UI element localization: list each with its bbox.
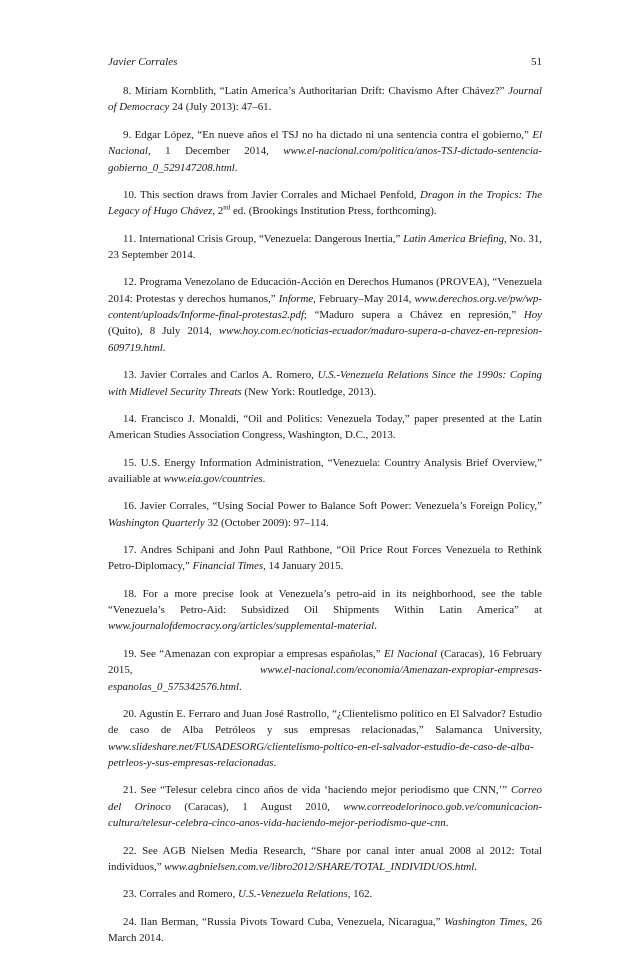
url-text: www.hoy.com.ec/noticias-ecuador/maduro-supera-a-chavez-en-represion-609719.html	[108, 325, 542, 354]
note-text: (Caracas), 16 February 2015,	[108, 647, 542, 677]
italic-title: Financial Times	[192, 560, 264, 573]
note-text: .	[445, 817, 449, 830]
note-text: 10. This section draws from Javier Corrales and Michael Penfold,	[123, 188, 420, 201]
endnote-18	[108, 586, 542, 635]
note-text: 11. International Crisis Group, “Venezuela: Dangerous Inertia,”	[123, 232, 404, 245]
endnote-21	[108, 782, 542, 831]
note-text: 13. Javier Corrales and Carlos A. Romero,	[123, 369, 318, 382]
endnote-16	[108, 498, 542, 531]
endnote-17	[108, 542, 542, 575]
italic-title: El Nacional	[383, 647, 438, 660]
italic-title: Washington Quarterly	[108, 516, 205, 529]
note-text: (Caracas), 1 August 2010,	[171, 800, 344, 813]
italic-title: Dragon in the Tropics: The Legacy of Hugo Chávez	[108, 188, 542, 218]
endnote-20	[108, 706, 542, 772]
note-text: 20. Agustín E. Ferraro and Juan José Rastrollo, “¿Clientelismo político en El Salvador? Estudio de caso de Alba Petróleos y sus empresas relacionadas,” Salamanca University,	[108, 707, 542, 737]
note-text: 14. Francisco J. Monaldi, “Oil and Politics: Venezuela Today,” paper presented at the Latin American Studies Association Congress, Washington, D.C., 2013.	[108, 412, 542, 442]
note-text: (Quito), 8 July 2014,	[108, 325, 219, 338]
endnote-11	[108, 231, 542, 264]
endnotes-list	[108, 83, 542, 957]
italic-title: Hoy	[523, 309, 542, 322]
url-text: www.el-nacional.com/economia/Amenazan-expropiar-empresas-espanolas_0_575342576.html	[108, 664, 542, 693]
note-text: .	[234, 161, 238, 174]
note-text: 16. Javier Corrales, “Using Social Power to Balance Soft Power: Venezuela’s Foreign Policy,”	[123, 500, 542, 513]
note-text: 12. Programa Venezolano de Educación-Acción en Derechos Humanos (PROVEA), “Venezuela 2014: Protestas y derechos humanos,”	[108, 276, 542, 305]
italic-title: Correo del Orinoco	[108, 784, 542, 813]
italic-title: El Nacional	[108, 128, 542, 158]
page-number: 51	[531, 56, 542, 68]
note-text: (New York: Routledge, 2013).	[241, 385, 377, 398]
note-text: 17. Andres Schipani and John Paul Rathbone, “Oil Price Rout Forces Venezuela to Rethink Petro-Diplomacy,”	[108, 543, 542, 573]
note-text: 24 (July 2013): 47–61.	[169, 101, 272, 114]
note-text: , No. 31, 23 September 2014.	[108, 232, 542, 261]
note-text: .	[374, 620, 377, 633]
note-text: , 2	[212, 205, 224, 218]
url-text: www.derechos.org.ve/pw/wp-content/uploads/Informe-final-protestas2.pdf	[108, 292, 542, 322]
note-text: 22. See AGB Nielsen Media Research, “Share por canal inter anual 2008 al 2012: Total individuos,”	[108, 844, 542, 873]
url-text: www.slideshare.net/FUSADESORG/clientelismo-poltico-en-el-salvador-estudio-de-caso-de-alba-petrleos-y-sus-empresas-relacionadas	[108, 740, 534, 770]
note-text: , February–May 2014,	[313, 292, 415, 305]
endnote-10	[108, 187, 542, 220]
endnote-23	[108, 886, 542, 902]
endnote-9	[108, 127, 542, 176]
note-text: 9. Edgar López, “En nueve años el TSJ no ha dictado ni una sentencia contra el gobierno,”	[123, 128, 533, 141]
url-text: www.correodelorinoco.gob.ve/comunicacion-cultura/telesur-celebra-cinco-anos-vida-haciendo-mejor-periodismo-que-cnn	[108, 800, 542, 830]
note-text: 23. Corrales and Romero,	[123, 888, 238, 901]
endnote-12	[108, 274, 542, 356]
italic-title: Latin America Briefing	[403, 232, 505, 245]
italic-title: U.S.-Venezuela Relations Since the 1990s: Coping with Midlevel Security Threats	[108, 369, 542, 398]
italic-title: Informe	[278, 292, 314, 305]
url-text: www.eia.gov/countries	[163, 472, 263, 485]
header-author: Javier Corrales	[108, 56, 178, 68]
italic-title: Journal of Democracy	[108, 85, 542, 114]
italic-title: Washington Times	[444, 915, 525, 928]
endnote-15	[108, 455, 542, 488]
note-text: , 1 December 2014,	[147, 145, 284, 158]
note-text: , 26 March 2014.	[108, 915, 542, 944]
endnote-14	[108, 411, 542, 444]
note-text: 8. Miriam Kornblith, “Latin America’s Authoritarian Drift: Chavismo After Chávez?”	[123, 85, 509, 97]
note-text: 32 (October 2009): 97–114.	[204, 516, 329, 529]
note-text: 24. Ilan Berman, “Russia Pivots Toward Cuba, Venezuela, Nicaragua,”	[123, 915, 445, 928]
url-text: www.agbnielsen.com.ve/libro2012/SHARE/TOTAL_INDIVIDUOS.html	[164, 860, 475, 873]
note-text: .	[273, 757, 277, 770]
running-header	[108, 54, 542, 70]
superscript: nd	[223, 203, 231, 212]
note-text: .	[474, 860, 477, 873]
note-text: .	[239, 680, 242, 693]
note-text: ; “Maduro supera a Chávez en represión,”	[303, 309, 524, 322]
note-text: ed. (Brookings Institution Press, forthcoming).	[230, 205, 437, 218]
note-text: 18. For a more precise look at Venezuela’s petro-aid in its neighborhood, see the table “Venezuela’s Petro-Aid: Subsidized Oil Shipments Within Latin America” at	[108, 587, 542, 617]
url-text: www.journalofdemocracy.org/articles/supplemental-material	[108, 620, 375, 633]
note-text: 21. See “Telesur celebra cinco años de vida ‘haciendo mejor periodismo que CNN,’”	[123, 784, 511, 797]
endnote-8	[108, 83, 542, 116]
note-text: 19. See “Amenazan con expropiar a empresas españolas,”	[123, 647, 384, 660]
url-text: www.el-nacional.com/politica/anos-TSJ-dictado-sentencia-gobierno_0_529147208.html	[108, 145, 542, 174]
note-text: , 14 January 2015.	[263, 560, 344, 573]
note-text: , 162.	[347, 888, 373, 901]
note-text: .	[262, 472, 266, 485]
endnote-13	[108, 367, 542, 400]
note-text: .	[162, 341, 166, 354]
endnote-22	[108, 843, 542, 876]
endnote-19	[108, 646, 542, 695]
note-text: 15. U.S. Energy Information Administration, “Venezuela: Country Analysis Brief Overview,” availiable at	[108, 456, 542, 485]
italic-title: U.S.-Venezuela Relations	[237, 888, 348, 901]
endnote-24	[108, 914, 542, 947]
